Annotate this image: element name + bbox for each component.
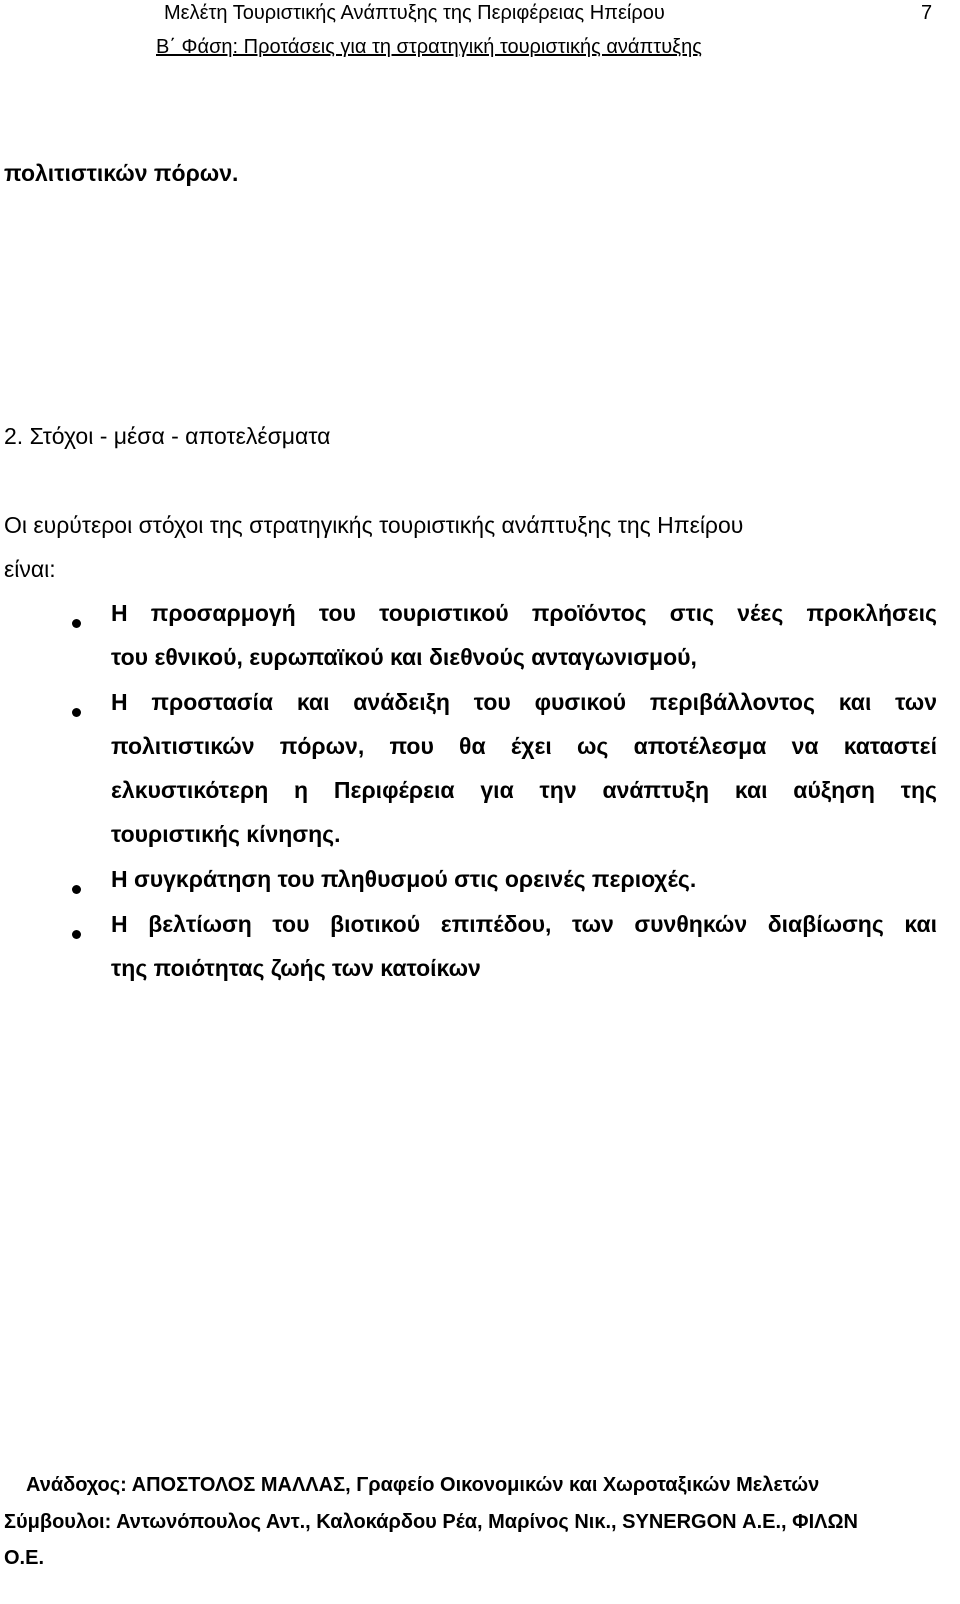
bullet-dot-icon: [72, 708, 81, 717]
bullet-item-line: Η συγκράτηση του πληθυσμού στις ορεινές περιοχές.: [111, 866, 697, 892]
intro-paragraph-line: είναι:: [4, 556, 56, 582]
footer-contractor: Ανάδοχος: ΑΠΟΣΤΟΛΟΣ ΜΑΛΛΑΣ, Γραφείο Οικονομικών και Χωροταξικών Μελετών: [26, 1474, 820, 1496]
bullet-item-line: τουριστικής κίνησης.: [111, 821, 341, 847]
bullet-item-line: πολιτιστικών πόρων, που θα έχει ως αποτέλεσμα να καταστεί: [111, 733, 937, 759]
bullet-item-line: του εθνικού, ευρωπαϊκού και διεθνούς ανταγωνισμού,: [111, 644, 697, 670]
continuation-text: πολιτιστικών πόρων.: [4, 160, 239, 186]
intro-paragraph-line: Οι ευρύτεροι στόχοι της στρατηγικής τουριστικής ανάπτυξης της Ηπείρου: [4, 512, 744, 538]
section-heading: 2. Στόχοι - μέσα - αποτελέσματα: [4, 423, 331, 449]
footer-consultants: Σύμβουλοι: Αντωνόπουλος Αντ., Καλοκάρδου Ρέα, Μαρίνος Νικ., SYNERGON Α.Ε., ΦΙΛΩΝ: [4, 1511, 858, 1533]
bullet-item-line: Η βελτίωση του βιοτικού επιπέδου, των συνθηκών διαβίωσης και: [111, 911, 937, 937]
document-subtitle: Β΄ Φάση: Προτάσεις για τη στρατηγική τουριστικής ανάπτυξης: [156, 36, 702, 58]
bullet-item-line: ελκυστικότερη η Περιφέρεια για την ανάπτυξη και αύξηση της: [111, 777, 937, 803]
document-title: Μελέτη Τουριστικής Ανάπτυξης της Περιφέρειας Ηπείρου: [164, 2, 665, 24]
bullet-dot-icon: [72, 885, 81, 894]
footer-consultants-continued: Ο.Ε.: [4, 1547, 45, 1569]
bullet-item-line: Η προσαρμογή του τουριστικού προϊόντος στις νέες προκλήσεις: [111, 600, 937, 626]
bullet-dot-icon: [72, 930, 81, 939]
bullet-item-line: Η προστασία και ανάδειξη του φυσικού περιβάλλοντος και των: [111, 689, 937, 715]
bullet-dot-icon: [72, 619, 81, 628]
page-number: 7: [921, 2, 933, 24]
bullet-item-line: της ποιότητας ζωής των κατοίκων: [111, 955, 481, 981]
